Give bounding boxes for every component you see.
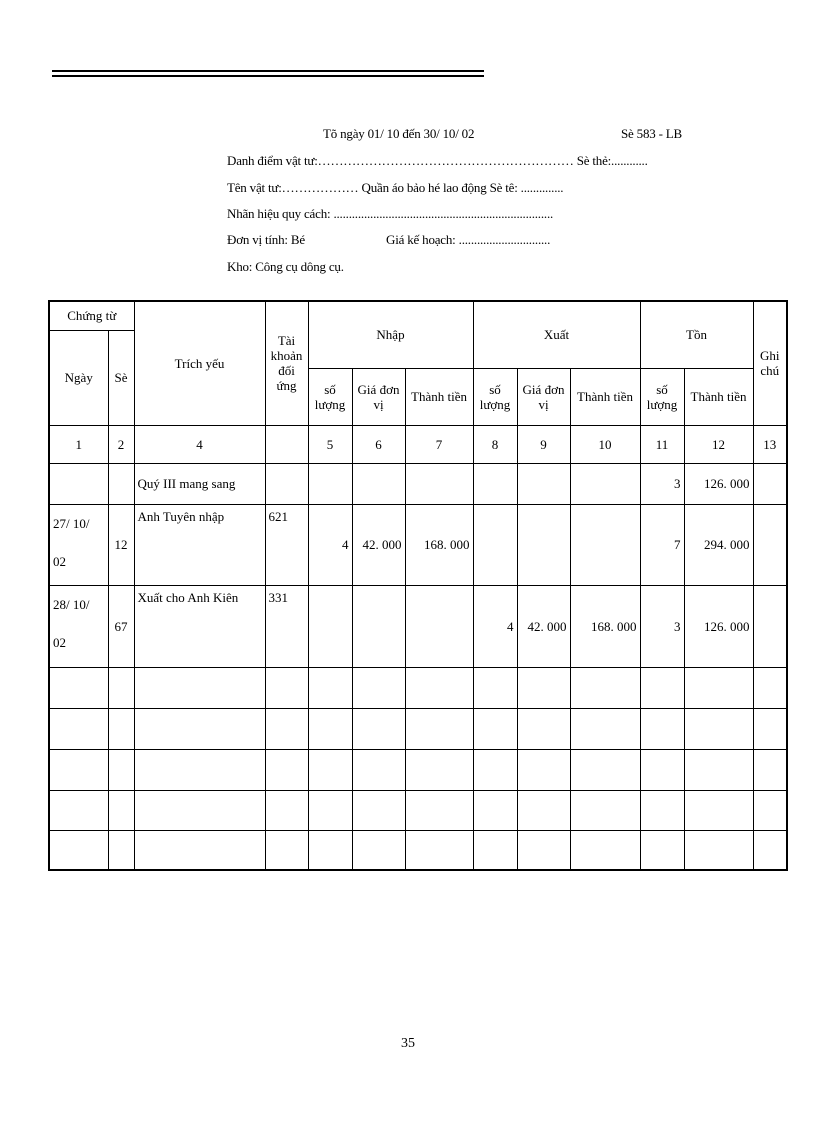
cell-ghi-chu xyxy=(753,463,787,504)
header-period: Tõ ngày 01/ 10 đến 30/ 10/ 02 xyxy=(323,126,475,141)
col-header-ghi-chu: Ghi chú xyxy=(753,301,787,425)
top-rule-1 xyxy=(52,70,484,72)
col-number: 4 xyxy=(134,425,265,463)
cell-nhap-so-luong: 4 xyxy=(308,504,352,585)
column-number-row xyxy=(49,425,787,463)
cell-xuat-so-luong: 4 xyxy=(473,585,517,667)
header-code: Sè 583 - LB xyxy=(621,126,682,141)
cell-tai-khoan: 621 xyxy=(265,504,308,585)
cell-xuat-thanh-tien: 168. 000 xyxy=(570,585,640,667)
cell-ton-so-luong: 7 xyxy=(640,504,684,585)
header-line-2: Tên vật tư:……………… Quần áo bảo hé lao động Sè tê: .............. xyxy=(227,180,564,195)
empty-row xyxy=(49,708,787,749)
table-row xyxy=(49,504,787,585)
cell-ngay: 28/ 10/ 02 xyxy=(49,585,108,667)
cell-ton-thanh-tien: 294. 000 xyxy=(684,504,753,585)
col-number: 8 xyxy=(473,425,517,463)
cell-nhap-thanh-tien xyxy=(405,463,473,504)
cell-ghi-chu xyxy=(753,585,787,667)
empty-row xyxy=(49,667,787,708)
header-line-4b: Giá kế hoạch: .............................. xyxy=(386,232,551,247)
header-line-5: Kho: Công cụ dông cụ. xyxy=(227,259,344,274)
cell-tai-khoan: 331 xyxy=(265,585,308,667)
cell-xuat-gia xyxy=(517,463,570,504)
header-line-1: Danh điểm vật tư:…………………………………………………… Sè thẻ:............ xyxy=(227,153,648,168)
empty-row xyxy=(49,790,787,830)
cell-xuat-so-luong xyxy=(473,463,517,504)
col-header-ngay: Ngày xyxy=(49,330,108,425)
page-number: 35 xyxy=(401,1036,415,1051)
col-header-trich-yeu: Trích yếu xyxy=(134,301,265,425)
cell-nhap-so-luong xyxy=(308,585,352,667)
col-number xyxy=(265,425,308,463)
cell-nhap-so-luong xyxy=(308,463,352,504)
col-number: 11 xyxy=(640,425,684,463)
cell-so xyxy=(108,463,134,504)
ton-thanh-tien-header: Thành tiền xyxy=(684,368,753,425)
cell-xuat-gia: 42. 000 xyxy=(517,585,570,667)
cell-nhap-thanh-tien: 168. 000 xyxy=(405,504,473,585)
col-header-nhap: Nhập xyxy=(308,301,473,368)
table-row xyxy=(49,585,787,667)
col-header-tai-khoan: Tài khoản đối ứng xyxy=(265,301,308,425)
header-line-3: Nhãn hiệu quy cách: ........................................................................ xyxy=(227,206,554,221)
cell-xuat-thanh-tien xyxy=(570,504,640,585)
nhap-so-luong-header: số lượng xyxy=(308,368,352,425)
empty-row xyxy=(49,749,787,790)
cell-trich-yeu: Quý III mang sang xyxy=(134,463,265,504)
cell-ton-so-luong: 3 xyxy=(640,463,684,504)
cell-so: 67 xyxy=(108,585,134,667)
cell-nhap-gia xyxy=(352,585,405,667)
top-rule-2 xyxy=(52,75,484,77)
cell-nhap-gia: 42. 000 xyxy=(352,504,405,585)
col-number: 9 xyxy=(517,425,570,463)
cell-nhap-gia xyxy=(352,463,405,504)
xuat-so-luong-header: số lượng xyxy=(473,368,517,425)
col-header-so: Sè xyxy=(108,330,134,425)
cell-ghi-chu xyxy=(753,504,787,585)
nhap-gia-header: Giá đơn vị xyxy=(352,368,405,425)
cell-ton-thanh-tien: 126. 000 xyxy=(684,585,753,667)
xuat-gia-header: Giá đơn vị xyxy=(517,368,570,425)
header-line-4a: Đơn vị tính: Bé xyxy=(227,232,305,247)
cell-ngay: 27/ 10/ 02 xyxy=(49,504,108,585)
col-number: 6 xyxy=(352,425,405,463)
cell-nhap-thanh-tien xyxy=(405,585,473,667)
col-number: 2 xyxy=(108,425,134,463)
table-row xyxy=(49,463,787,504)
cell-so: 12 xyxy=(108,504,134,585)
col-number: 7 xyxy=(405,425,473,463)
cell-ngay xyxy=(49,463,108,504)
col-number: 13 xyxy=(753,425,787,463)
cell-tai-khoan xyxy=(265,463,308,504)
cell-xuat-so-luong xyxy=(473,504,517,585)
col-number: 1 xyxy=(49,425,108,463)
ton-so-luong-header: số lượng xyxy=(640,368,684,425)
cell-ton-thanh-tien: 126. 000 xyxy=(684,463,753,504)
col-header-xuat: Xuất xyxy=(473,301,640,368)
col-number: 5 xyxy=(308,425,352,463)
cell-xuat-gia xyxy=(517,504,570,585)
inventory-ledger-table xyxy=(48,300,788,871)
xuat-thanh-tien-header: Thành tiền xyxy=(570,368,640,425)
nhap-thanh-tien-header: Thành tiền xyxy=(405,368,473,425)
cell-trich-yeu: Anh Tuyên nhập xyxy=(134,504,265,585)
col-number: 10 xyxy=(570,425,640,463)
col-header-ton: Tồn xyxy=(640,301,753,368)
cell-xuat-thanh-tien xyxy=(570,463,640,504)
cell-trich-yeu: Xuất cho Anh Kiên xyxy=(134,585,265,667)
col-number: 12 xyxy=(684,425,753,463)
empty-row xyxy=(49,830,787,870)
cell-ton-so-luong: 3 xyxy=(640,585,684,667)
col-header-chung-tu: Chứng từ xyxy=(49,301,134,330)
